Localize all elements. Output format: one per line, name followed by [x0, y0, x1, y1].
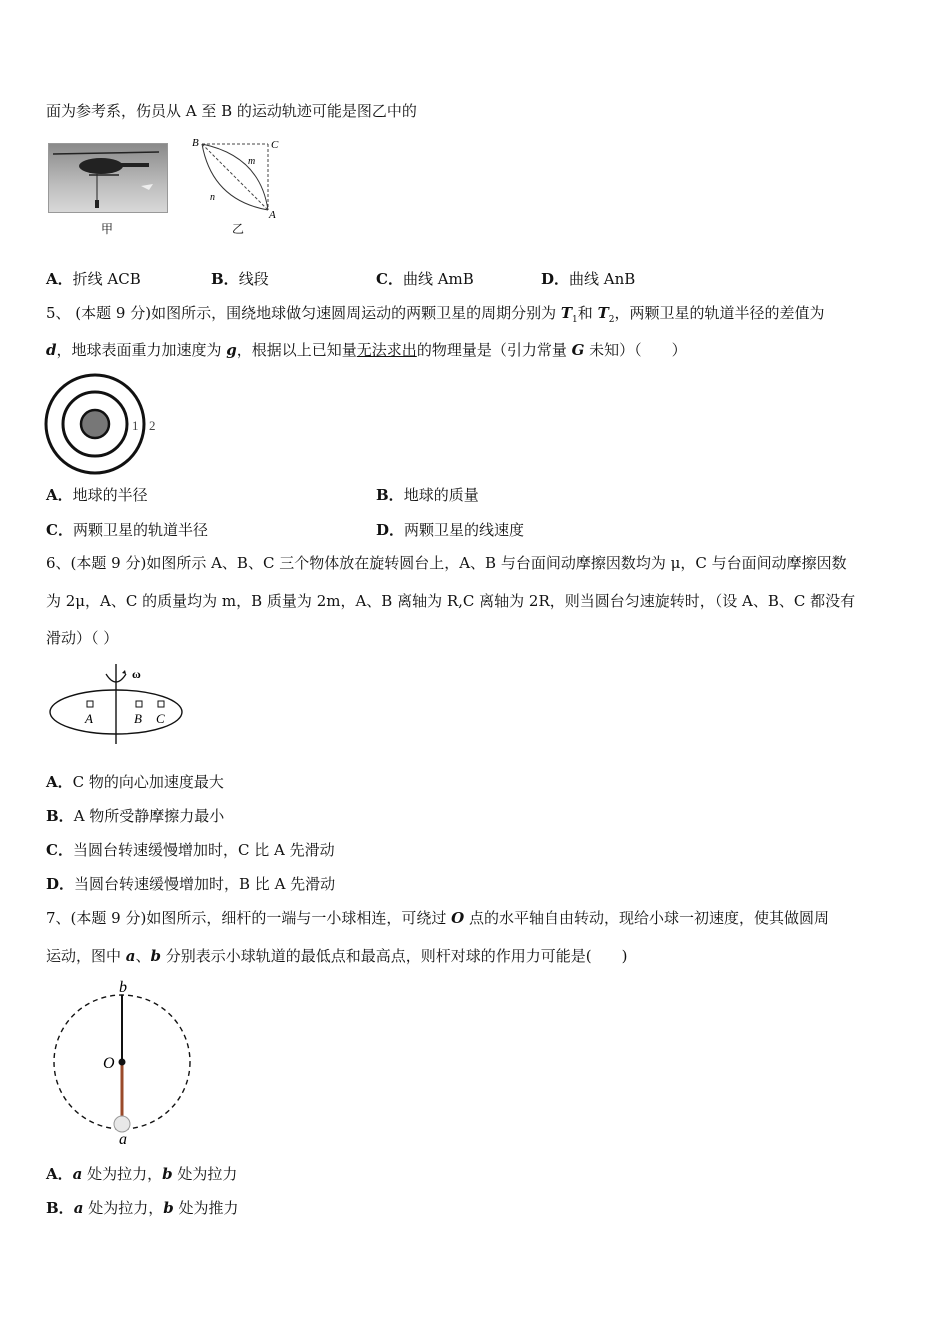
point-b-label: b: [119, 979, 127, 996]
block-b-label: B: [134, 711, 142, 726]
q6-option-d[interactable]: D．当圆台转速缓慢增加时，B 比 A 先滑动: [46, 875, 336, 893]
q5-option-c[interactable]: C．两颗卫星的轨道半径: [46, 521, 208, 539]
helicopter-icon: [49, 144, 167, 212]
point-o-label: O: [103, 1055, 115, 1072]
rod-circle-diagram: [50, 976, 196, 1146]
q5-option-b[interactable]: B．地球的质量: [376, 486, 479, 504]
q5-stem-line1: 5、 (本题 9 分)如图所示，围绕地球做匀速圆周运动的两颗卫星的周期分别为 $T_1$和 $T_2$，两颗卫星的轨道半径的差值为: [46, 304, 825, 325]
q7-stem-line2: 运动，图中 a、b 分别表示小球轨道的最低点和最高点，则杆对球的作用力可能是( ): [46, 947, 628, 965]
block-a: [87, 701, 93, 707]
q7-option-b[interactable]: B．a 处为拉力，b 处为推力: [46, 1199, 239, 1217]
q7-option-a[interactable]: A．a 处为拉力，b 处为拉力: [46, 1165, 238, 1183]
q6-option-c[interactable]: C．当圆台转速缓慢增加时，C 比 A 先滑动: [46, 841, 335, 859]
q4-option-c[interactable]: C．曲线 AmB: [376, 270, 474, 288]
omega-label: ω: [132, 667, 141, 681]
trajectory-diagram: [190, 134, 282, 218]
block-a-label: A: [85, 711, 93, 726]
pivot-o: [119, 1059, 126, 1066]
point-c-label: C: [271, 139, 279, 151]
helicopter-photo: [48, 143, 168, 213]
q6-stem-line2: 为 2μ，A、C 的质量均为 m，B 质量为 2m，A、B 离轴为 R,C 离轴为 2R，则当圆台匀速旋转时，（设 A、B、C 都没有: [46, 592, 856, 610]
orbit-1-label: 1: [132, 418, 139, 433]
q5-option-a[interactable]: A．地球的半径: [46, 486, 148, 504]
curve-m-label: m: [248, 156, 256, 167]
fig-yi-label: 乙: [232, 222, 245, 236]
q4-option-a[interactable]: A．折线 ACB: [46, 270, 141, 288]
point-a-label: A: [269, 209, 276, 218]
q6-option-b[interactable]: B．A 物所受静摩擦力最小: [46, 807, 225, 825]
point-b-label: B: [192, 137, 199, 149]
curve-n-label: n: [210, 192, 215, 203]
block-c-label: C: [156, 711, 165, 726]
earth-icon: [81, 410, 109, 438]
orbit-2-label: 2: [149, 418, 156, 433]
block-c: [158, 701, 164, 707]
q6-option-a[interactable]: A．C 物的向心加速度最大: [46, 773, 224, 791]
fig-jia-label: 甲: [101, 222, 114, 236]
ball: [114, 1116, 130, 1132]
turntable-diagram: [44, 660, 189, 748]
orbit-diagram: [42, 372, 172, 476]
q5-stem-line2: d，地球表面重力加速度为 g，根据以上已知量无法求出的物理量是（引力常量 G 未知）（ ）: [46, 341, 687, 359]
q6-stem-line3: 滑动）（ ）: [46, 629, 119, 647]
q4-option-b[interactable]: B．线段: [211, 270, 269, 288]
q5-option-d[interactable]: D．两颗卫星的线速度: [376, 521, 525, 539]
point-a-label: a: [119, 1131, 127, 1146]
q6-stem-line1: 6、(本题 9 分)如图所示 A、B、C 三个物体放在旋转圆台上，A、B 与台面间动摩擦因数均为 μ，C 与台面间动摩擦因数: [46, 554, 847, 572]
block-b: [136, 701, 142, 707]
q7-stem-line1: 7、(本题 9 分)如图所示，细杆的一端与一小球相连，可绕过 O 点的水平轴自由转动，现给小球一初速度，使其做圆周: [46, 909, 829, 927]
q4-stem-tail: 面为参考系，伤员从 A 至 B 的运动轨迹可能是图乙中的: [46, 102, 417, 120]
q4-option-d[interactable]: D．曲线 AnB: [541, 270, 636, 288]
